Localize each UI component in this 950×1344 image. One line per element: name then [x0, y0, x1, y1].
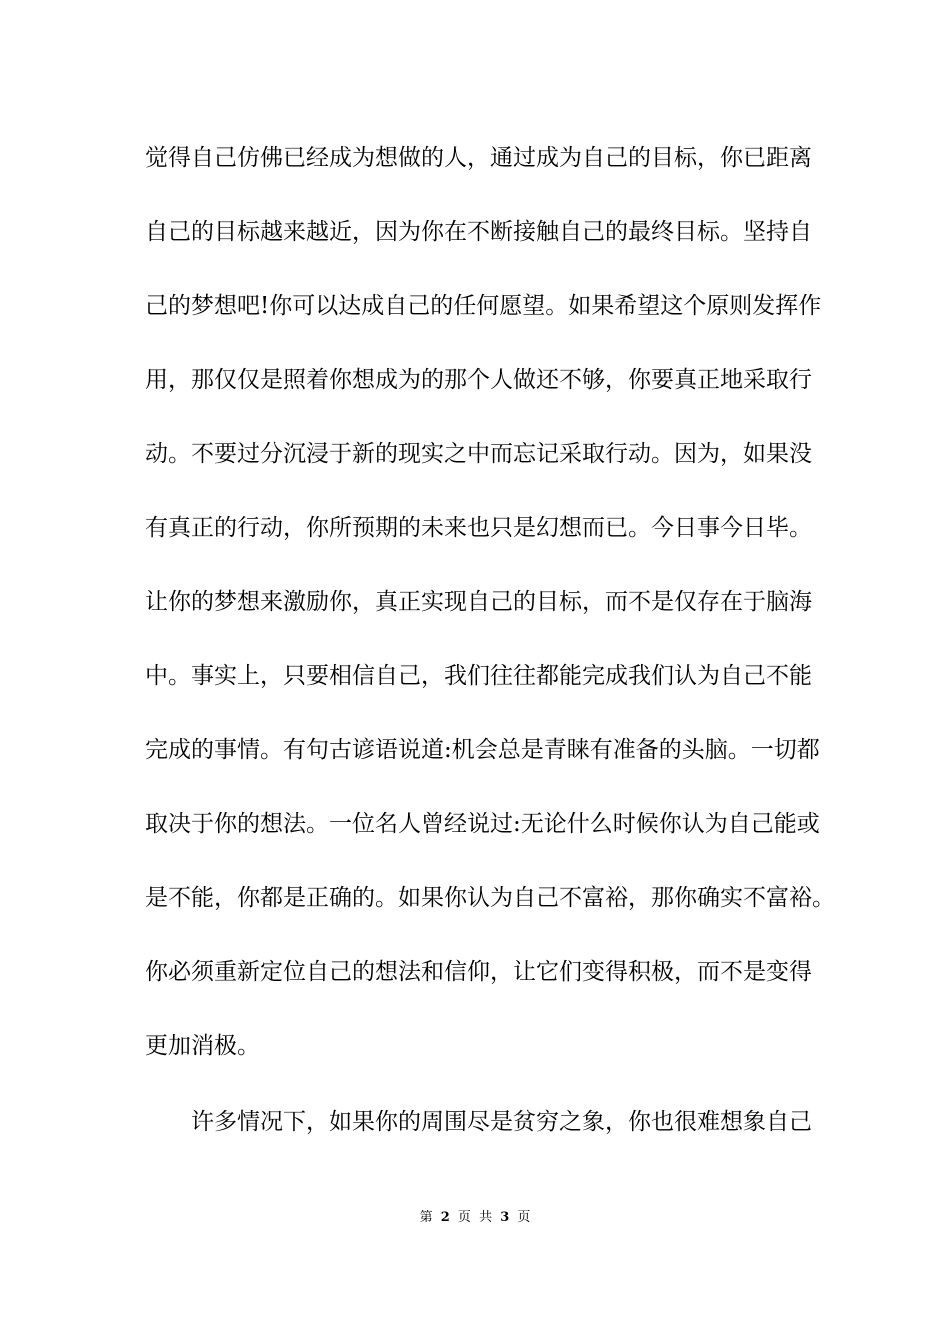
body-text-line: 是不能，你都是正确的。如果你认为自己不富裕，那你确实不富裕。 — [145, 885, 835, 911]
body-text-line: 觉得自己仿佛已经成为想做的人，通过成为自己的目标，你已距离 — [145, 145, 812, 171]
body-text-line: 己的梦想吧!你可以达成自己的任何愿望。如果希望这个原则发挥作 — [145, 293, 822, 319]
current-page-number: 2 — [440, 1210, 450, 1225]
body-text-line: 你必须重新定位自己的想法和信仰，让它们变得积极，而不是变得 — [145, 959, 812, 985]
body-text-line: 完成的事情。有句古谚语说道:机会总是青睐有准备的头脑。一切都 — [145, 737, 820, 763]
footer-prefix: 第 — [419, 1210, 433, 1225]
total-pages-number: 3 — [500, 1210, 510, 1225]
body-text-line: 中。事实上，只要相信自己，我们往往都能完成我们认为自己不能 — [145, 663, 812, 689]
body-text-line: 用，那仅仅是照着你想成为的那个人做还不够，你要真正地采取行 — [145, 367, 812, 393]
body-text-line: 更加消极。 — [145, 1033, 260, 1059]
footer-page-word: 页 — [457, 1210, 471, 1225]
footer-suffix: 页 — [517, 1210, 531, 1225]
body-text-line: 自己的目标越来越近，因为你在不断接触自己的最终目标。坚持自 — [145, 219, 812, 245]
body-text-line: 取决于你的想法。一位名人曾经说过:无论什么时候你认为自己能或 — [145, 811, 820, 837]
body-text-line: 有真正的行动，你所预期的未来也只是幻想而已。今日事今日毕。 — [145, 515, 812, 541]
footer-total-word: 共 — [479, 1210, 493, 1225]
paragraph-first-line: 许多情况下，如果你的周围尽是贫穷之象，你也很难想象自己 — [191, 1109, 812, 1135]
body-text-line: 动。不要过分沉浸于新的现实之中而忘记采取行动。因为，如果没 — [145, 441, 812, 467]
page-footer — [0, 1209, 950, 1227]
body-text-line: 让你的梦想来激励你，真正实现自己的目标，而不是仅存在于脑海 — [145, 589, 812, 615]
